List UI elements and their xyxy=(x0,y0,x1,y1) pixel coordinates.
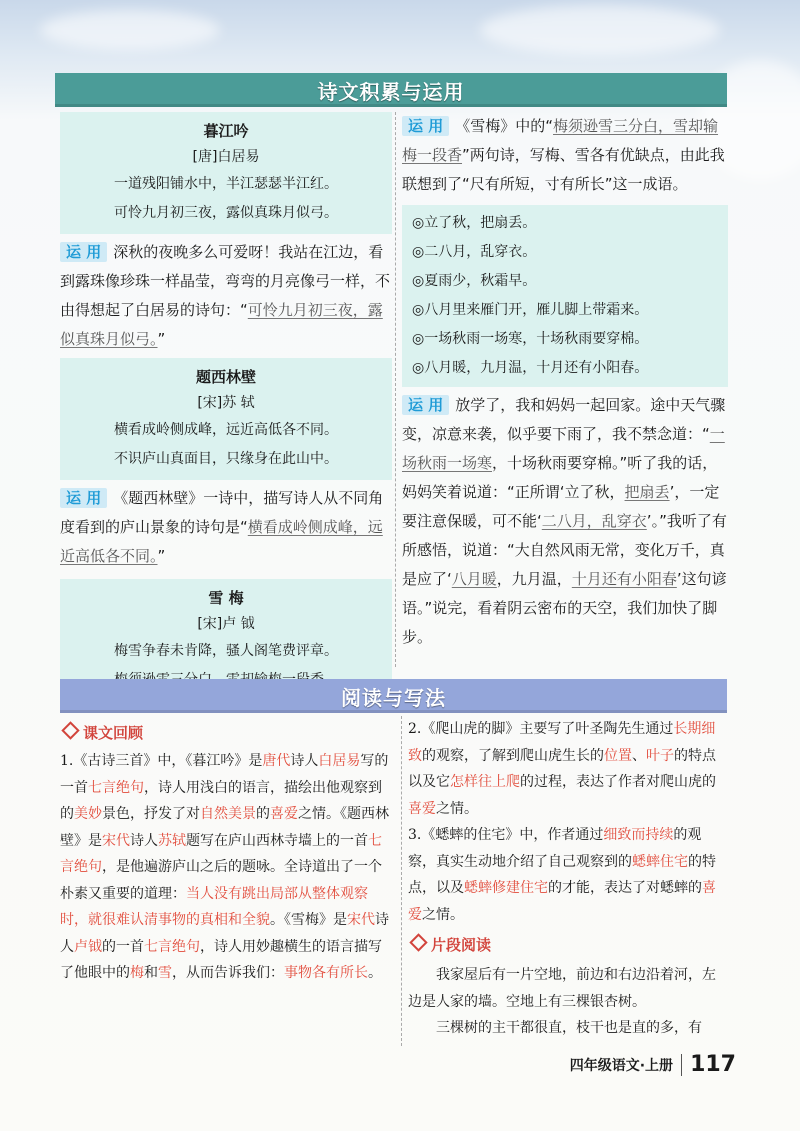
key-answer: 喜爱 xyxy=(270,806,298,822)
review-text: 诗人 xyxy=(130,832,158,849)
key-answer: 雪 xyxy=(158,965,172,981)
review-text: 1.《古诗三首》中，《暮江吟》是 xyxy=(60,753,263,769)
answer-text: 十月还有小阳春 xyxy=(571,570,677,588)
review-text: 之情。 xyxy=(436,800,478,817)
review-heading xyxy=(60,722,394,744)
review-text: ，诗人用浅白的语言，描绘出他观察到的 xyxy=(60,779,382,822)
review-text: 的 xyxy=(256,806,270,822)
review-text: 景色，抒发了对 xyxy=(102,806,200,822)
key-answer: 七言绝句 xyxy=(88,779,144,796)
poem-title: 题西林壁 xyxy=(195,368,256,386)
key-answer: 七言绝句 xyxy=(60,832,382,875)
page-footer xyxy=(570,1052,736,1077)
answer-text: 把扇丢 xyxy=(624,483,670,501)
key-answer: 当人没有跳出局部从整体观察时，就很难认清事物的真相和全貌 xyxy=(60,885,368,928)
review-text: 之情。 xyxy=(422,906,464,923)
review-text: 。 xyxy=(368,965,382,981)
review-text: 和 xyxy=(144,965,158,981)
use-paragraph-3 xyxy=(402,112,728,199)
saying-item: ◎八月里来雁门开，雁儿脚上带霜来。 xyxy=(412,302,649,318)
key-answer: 白居易 xyxy=(318,753,361,769)
key-answer: 苏轼 xyxy=(158,832,186,849)
poem-box-1 xyxy=(60,112,392,234)
section-banner-poetry xyxy=(55,73,727,107)
use-tag: 运 用 xyxy=(402,116,449,136)
review-text: ，诗人用妙趣横生的语言描写了他眼中的 xyxy=(60,938,382,981)
review-text: 诗人 xyxy=(290,753,319,769)
poem-box-2 xyxy=(60,358,392,480)
use-text: 深秋的夜晚多么可爱呀！我站在江边，看到露珠像珍珠一样晶莹，弯弯的月亮像弓一样，不由得想起了白居易的诗句：“ xyxy=(60,243,391,319)
key-answer: 美妙 xyxy=(74,806,102,822)
poem-line: 不识庐山真面目，只缘身在此山中。 xyxy=(114,451,338,467)
poem-author: [宋]苏 轼 xyxy=(197,395,255,411)
poem-line: 梅雪争春未肯降，骚人阁笔费评章。 xyxy=(114,643,338,659)
poem-line: 横看成岭侧成峰，远近高低各不同。 xyxy=(114,422,338,438)
review-text: 3.《蟋蟀的住宅》中，作者通过 xyxy=(408,827,604,843)
key-answer: 位置 xyxy=(604,747,632,764)
use-paragraph-4 xyxy=(402,391,728,652)
use-text: ’。”我听了有所感悟，说道：“大自然风雨无常，变化万千，真是应了‘ xyxy=(402,512,727,588)
key-answer: 喜爱 xyxy=(408,880,716,923)
section-title: 诗文积累与运用 xyxy=(317,79,465,104)
use-tag: 运 用 xyxy=(60,242,107,262)
poem-author: [宋]卢 钺 xyxy=(197,616,255,632)
review-text: 的过程，表达了作者对爬山虎的 xyxy=(520,774,716,790)
use-text: ”两句诗，写梅、雪各有优缺点，由此我联想到了“尺有所短，寸有所长”这一成语。 xyxy=(402,146,725,193)
excerpt-heading xyxy=(408,934,728,956)
answer-text: 二八月，乱穿衣 xyxy=(541,512,647,530)
key-answer: 叶子 xyxy=(646,747,674,764)
use-tag: 运 用 xyxy=(60,488,107,508)
key-answer: 卢钺 xyxy=(74,938,102,955)
poem-line: 可怜九月初三夜，露似真珠月似弓。 xyxy=(114,205,338,221)
answer-text: 可怜九月初三夜，露似真珠月似弓。 xyxy=(60,301,383,348)
poem-author: [唐]白居易 xyxy=(192,149,260,165)
heading-text: 片段阅读 xyxy=(431,936,492,954)
review-text: 的观察，了解到爬山虎生长的 xyxy=(422,747,604,764)
key-answer: 蟋蟀修建住宅 xyxy=(464,880,548,896)
review-right-column xyxy=(408,716,728,1042)
sayings-box xyxy=(402,205,728,387)
key-answer: 梅 xyxy=(130,965,144,981)
right-column xyxy=(402,112,728,652)
review-text: 、 xyxy=(632,747,646,764)
review-text: ，是他遍游庐山之后的题咏。全诗道出了一个朴素又重要的道理： xyxy=(60,859,382,902)
footer-separator xyxy=(681,1054,682,1076)
key-answer: 七言绝句 xyxy=(144,938,200,955)
key-answer: 唐代 xyxy=(262,753,291,769)
key-answer: 自然美景 xyxy=(200,806,256,822)
review-text: 的特点，以及 xyxy=(408,853,716,896)
review-text: 诗人 xyxy=(60,912,389,955)
key-answer: 长期细致 xyxy=(408,721,716,764)
review-p3 xyxy=(408,822,728,928)
review-text: 的一首 xyxy=(102,938,144,955)
column-divider xyxy=(395,112,396,667)
key-answer: 怎样往上爬 xyxy=(450,774,520,790)
page-number: 117 xyxy=(690,1052,736,1077)
answer-text: 梅须逊雪三分白，雪却输梅一段香 xyxy=(402,117,719,164)
key-answer: 蟋蟀住宅 xyxy=(632,853,688,870)
review-text: 写的一首 xyxy=(60,753,389,796)
review-column xyxy=(60,722,394,987)
review-text: 题写在庐山西林寺墙上的一首 xyxy=(186,832,368,849)
use-text: ，十场秋雨要穿棉。”听了我的话，妈妈笑着说道：“正所谓‘立了秋， xyxy=(402,454,718,501)
section-title: 阅读与写法 xyxy=(341,685,446,710)
review-text: 2.《爬山虎的脚》主要写了叶圣陶先生通过 xyxy=(408,721,674,737)
diamond-icon xyxy=(61,721,79,739)
poem-title: 雪 梅 xyxy=(208,589,244,607)
review-text: 的观察，真实生动地介绍了自己观察到的 xyxy=(408,827,702,870)
quote-end: ” xyxy=(157,547,166,565)
use-paragraph-2 xyxy=(60,480,392,579)
key-answer: 宋代 xyxy=(347,912,375,928)
left-column xyxy=(60,112,392,701)
use-text: ’，一定要注意保暖，可不能‘ xyxy=(402,483,720,530)
review-text: ，从而告诉我们： xyxy=(172,965,284,981)
saying-item: ◎一场秋雨一场寒，十场秋雨要穿棉。 xyxy=(412,331,649,347)
section-banner-reading xyxy=(60,679,727,713)
review-p1 xyxy=(60,748,394,987)
heading-text: 课文回顾 xyxy=(83,724,144,742)
saying-item: ◎二八月，乱穿衣。 xyxy=(412,244,537,260)
use-text: ’这句谚语。”说完，看着阴云密布的天空，我们加快了脚步。 xyxy=(402,570,727,646)
review-text: 。《雪梅》是 xyxy=(270,912,347,928)
key-answer: 宋代 xyxy=(102,832,130,849)
column-divider xyxy=(401,716,402,1046)
review-text: 的才能，表达了对蟋蟀的 xyxy=(548,880,702,896)
saying-item: ◎八月暖，九月温，十月还有小阳春。 xyxy=(412,360,649,376)
answer-text: 一场秋雨一场寒 xyxy=(402,425,725,472)
use-text: ，九月温， xyxy=(496,570,572,588)
excerpt-paragraph: 三棵树的主干都很直，枝干也是直的多，有 xyxy=(436,1020,702,1036)
grade-label: 四年级语文·上册 xyxy=(569,1057,674,1074)
key-answer: 事物各有所长 xyxy=(284,965,368,981)
review-text: 的特点以及它 xyxy=(408,747,716,790)
use-text: 《题西林壁》一诗中，描写诗人从不同角度看到的庐山景象的诗句是“ xyxy=(60,489,384,536)
excerpt-paragraph: 我家屋后有一片空地，前边和右边沿着河，左边是人家的墙。空地上有三棵银杏树。 xyxy=(408,967,716,1010)
diamond-icon xyxy=(409,933,427,951)
use-text: 放学了，我和妈妈一起回家。途中天气骤变，凉意来袭，似乎要下雨了，我不禁念道：“ xyxy=(402,396,726,443)
use-text: 《雪梅》中的“ xyxy=(455,117,554,135)
quote-end: ” xyxy=(157,330,166,348)
saying-item: ◎夏雨少，秋霜早。 xyxy=(412,273,537,289)
answer-text: 横看成岭侧成峰，远近高低各不同。 xyxy=(60,518,383,565)
review-text: 之情。《题西林壁》是 xyxy=(60,806,389,849)
use-paragraph-1 xyxy=(60,234,392,358)
poem-title: 暮江吟 xyxy=(203,122,249,140)
key-answer: 细致而持续 xyxy=(603,827,674,843)
answer-text: 八月暖 xyxy=(451,570,497,588)
review-p2 xyxy=(408,716,728,822)
key-answer: 喜爱 xyxy=(408,800,436,817)
saying-item: ◎立了秋，把扇丢。 xyxy=(412,215,537,231)
poem-line: 一道残阳铺水中，半江瑟瑟半江红。 xyxy=(114,176,338,192)
use-tag: 运 用 xyxy=(402,395,449,415)
